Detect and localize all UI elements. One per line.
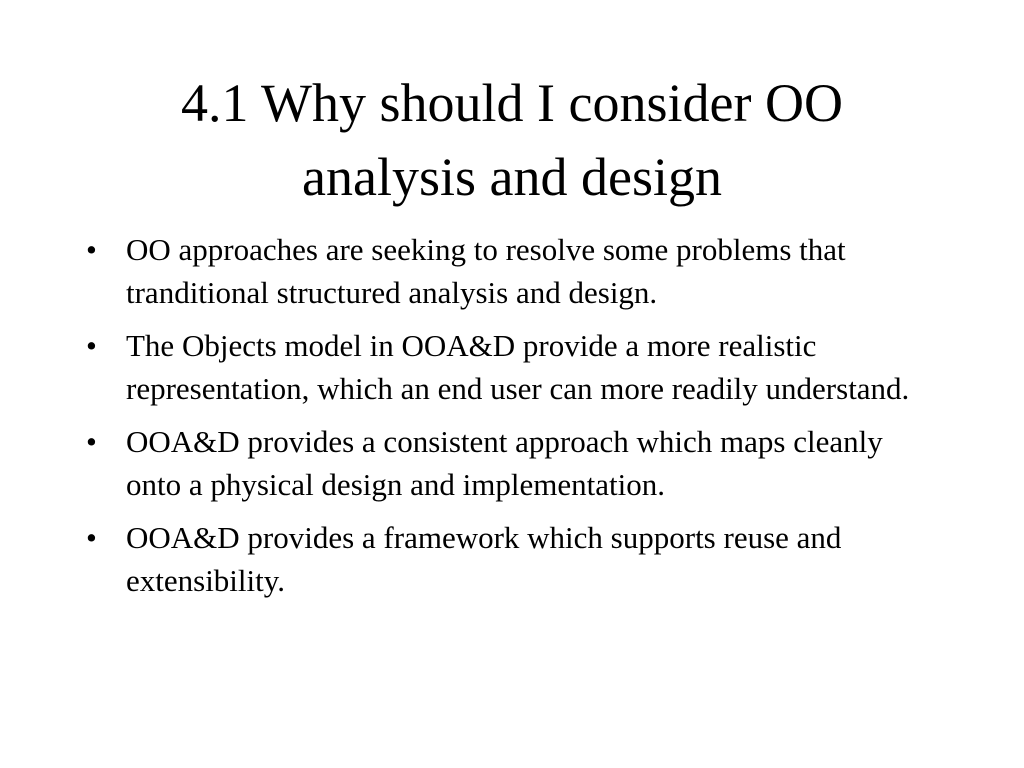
- bullet-text: The Objects model in OOA&D provide a more realistic representation, which an end user can more readily understand.: [126, 328, 910, 406]
- bullet-text: OO approaches are seeking to resolve some problems that tranditional structured analysis and design.: [126, 232, 846, 310]
- bullet-item: [84, 517, 944, 602]
- bullet-item: [84, 421, 944, 506]
- bullet-list: [84, 229, 944, 613]
- bullet-text: OOA&D provides a consistent approach which maps cleanly onto a physical design and implementation.: [126, 424, 883, 502]
- bullet-marker: •: [86, 520, 97, 555]
- bullet-marker: •: [86, 328, 97, 363]
- slide-title-line-2: analysis and design: [302, 147, 722, 207]
- bullet-marker: •: [86, 232, 97, 267]
- bullet-item: [84, 325, 944, 410]
- bullet-text: OOA&D provides a framework which supports reuse and extensibility.: [126, 520, 842, 598]
- slide-title-line-1: 4.1 Why should I consider OO: [181, 73, 843, 133]
- bullet-marker: •: [86, 424, 97, 459]
- slide-title: [60, 66, 964, 214]
- bullet-item: [84, 229, 944, 314]
